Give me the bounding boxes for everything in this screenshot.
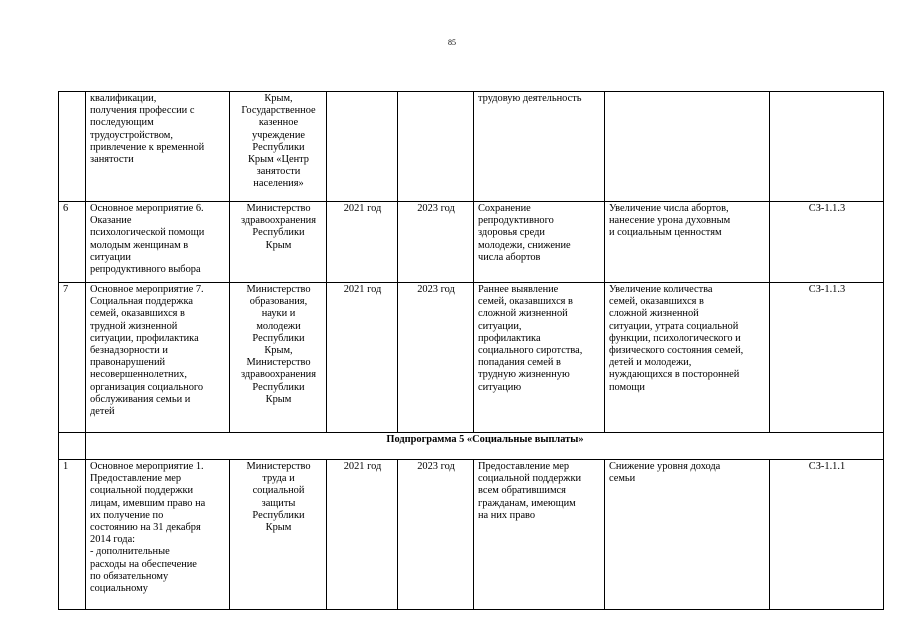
indicator-cell: СЗ-1.1.3 (770, 283, 884, 433)
table-row (59, 283, 884, 433)
table-row (59, 92, 884, 202)
end-year-cell: 2023 год (398, 283, 474, 433)
start-year-cell: 2021 год (327, 202, 398, 283)
start-year-cell: 2021 год (327, 460, 398, 610)
end-year-cell (398, 92, 474, 202)
row-number: 1 (59, 460, 86, 610)
row-number: 7 (59, 283, 86, 433)
row-number (59, 92, 86, 202)
program-measures-table (58, 91, 884, 610)
expected-result-cell: Раннее выявление семей, оказавшихся в сложной жизненной ситуации, профилактика социального сиротства, попадания семей в трудную жизненную ситуацию (474, 283, 605, 433)
consequence-cell (605, 92, 770, 202)
expected-result-cell: Сохранение репродуктивного здоровья среди молодежи, снижение числа абортов (474, 202, 605, 283)
subprogram-title: Подпрограмма 5 «Социальные выплаты» (86, 433, 884, 460)
expected-result-cell: Предоставление мер социальной поддержки всем обратившимся гражданам, имеющим на них право (474, 460, 605, 610)
measure-cell: Основное мероприятие 6. Оказание психологической помощи молодым женщинам в ситуации репродуктивного выбора (86, 202, 230, 283)
measure-cell: Основное мероприятие 7. Социальная поддержка семей, оказавшихся в трудной жизненной ситуации, профилактика безнадзорности и правонарушений несовершеннолетних, организация социального обслуживания семьи и детей (86, 283, 230, 433)
section-header-row (59, 433, 884, 460)
page-number: 85 (448, 38, 456, 47)
consequence-cell: Увеличение числа абортов, нанесение урона духовным и социальным ценностям (605, 202, 770, 283)
indicator-cell: СЗ-1.1.3 (770, 202, 884, 283)
row-number (59, 433, 86, 460)
indicator-cell (770, 92, 884, 202)
indicator-cell: СЗ-1.1.1 (770, 460, 884, 610)
table-row (59, 202, 884, 283)
consequence-cell: Снижение уровня дохода семьи (605, 460, 770, 610)
start-year-cell: 2021 год (327, 283, 398, 433)
measure-cell: квалификации, получения профессии с последующим трудоустройством, привлечение к временной занятости (86, 92, 230, 202)
table-row (59, 460, 884, 610)
executor-cell: Министерство здравоохранения Республики Крым (230, 202, 327, 283)
measure-cell: Основное мероприятие 1. Предоставление мер социальной поддержки лицам, имевшим право на их получение по состоянию на 31 декабря 2014 года: - дополнительные расходы на обеспечение по обязательному социальному (86, 460, 230, 610)
executor-cell: Министерство образования, науки и молодежи Республики Крым, Министерство здравоохранения Республики Крым (230, 283, 327, 433)
start-year-cell (327, 92, 398, 202)
executor-cell: Министерство труда и социальной защиты Республики Крым (230, 460, 327, 610)
executor-cell: Крым, Государственное казенное учреждение Республики Крым «Центр занятости населения» (230, 92, 327, 202)
expected-result-cell: трудовую деятельность (474, 92, 605, 202)
row-number: 6 (59, 202, 86, 283)
consequence-cell: Увеличение количества семей, оказавшихся в сложной жизненной ситуации, утрата социальной функции, психологического и физического состояния семей, детей и молодежи, нуждающихся в посторонней помощи (605, 283, 770, 433)
end-year-cell: 2023 год (398, 460, 474, 610)
end-year-cell: 2023 год (398, 202, 474, 283)
